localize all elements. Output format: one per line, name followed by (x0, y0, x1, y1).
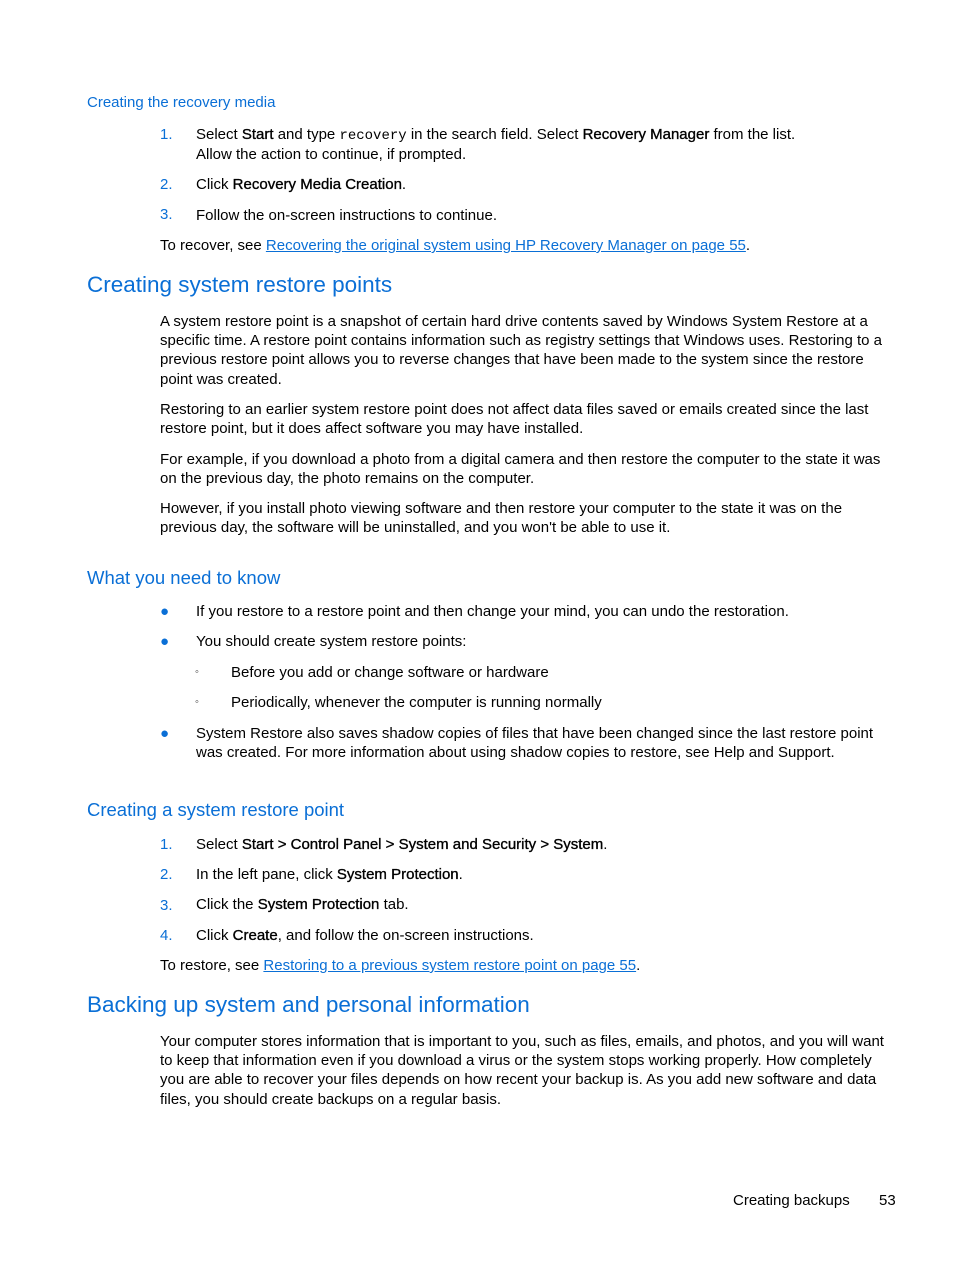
bullet-icon: ● (160, 603, 170, 620)
restoring-previous-point-link[interactable]: Restoring to a previous system restore point on page 55 (263, 957, 637, 974)
footer-chapter: Creating backups (733, 1192, 850, 1209)
step-text-part: . (458, 866, 463, 883)
step-text-part: in the search field. Select (406, 126, 583, 143)
page-number: 53 (879, 1192, 896, 1209)
restore-reference (160, 956, 640, 975)
step-number: 4. (160, 927, 173, 944)
sub-bullet-text: Periodically, whenever the computer is running normally (231, 694, 602, 711)
step-number: 2. (160, 866, 173, 883)
step-number: 2. (160, 176, 173, 193)
subsection-heading-need-to-know: What you need to know (87, 567, 281, 588)
paragraph: However, if you install photo viewing software and then restore your computer to the state it was on the previous day, the software will be uninstalled, and you won't be able to use it. (160, 500, 843, 537)
ui-term: Create (232, 927, 278, 944)
ui-term: System Protection (257, 896, 380, 913)
subsection-heading-create-point: Creating a system restore point (87, 799, 345, 820)
reference-suffix: . (636, 957, 641, 974)
ui-term: Recovery Media Creation (232, 176, 402, 193)
reference-prefix: To restore, see (160, 957, 264, 974)
step-text-continued: Allow the action to continue, if prompted. (196, 146, 467, 163)
step-text (196, 175, 406, 194)
step-text (196, 895, 409, 914)
ui-term: System Protection (336, 866, 459, 883)
step-number: 1. (160, 126, 173, 143)
step-text-part: tab. (379, 896, 409, 913)
step-text-part: Click the (196, 896, 258, 913)
step-text (196, 865, 463, 884)
sub-bullet-icon: ◦ (195, 696, 199, 708)
paragraph: A system restore point is a snapshot of certain hard drive contents saved by Windows System Restore at a specific time. A restore point contains information such as registry settings that Windows uses. Restoring to a previous restore point allows you to reverse changes that have been made to the system since the restore point was created. (160, 313, 882, 388)
recovering-original-system-link[interactable]: Recovering the original system using HP Recovery Manager on page 55 (265, 237, 746, 254)
step-text-part: Select (196, 126, 242, 143)
step-text-part: Select (196, 836, 242, 853)
ui-term: Start > Control Panel > System and Security > System (241, 836, 604, 853)
step-text-part: . (603, 836, 608, 853)
step-text-part: from the list. (709, 126, 796, 143)
step-text-part: Click (196, 176, 233, 193)
subsection-heading-recovery-media: Creating the recovery media (87, 94, 276, 111)
bullet-icon: ● (160, 633, 170, 650)
sub-bullet-text: Before you add or change software or hardware (231, 664, 549, 681)
section-heading-restore-points: Creating system restore points (87, 272, 393, 297)
step-number: 3. (160, 897, 173, 914)
step-text (196, 926, 534, 945)
reference-suffix: . (745, 237, 751, 254)
ui-term: Recovery Manager (582, 126, 710, 143)
bullet-text: System Restore also saves shadow copies of files that have been changed since the last restore point was created. For more information about using shadow copies to restore, see Help and Support. (196, 725, 874, 762)
step-text-part: and type (273, 126, 340, 143)
bullet-icon: ● (160, 725, 170, 742)
paragraph: For example, if you download a photo from a digital camera and then restore the computer to the state it was on the previous day, the photo remains on the computer. (160, 451, 881, 488)
step-text-part: . (401, 176, 407, 193)
paragraph: Your computer stores information that is important to you, such as files, emails, and photos, and you will want to keep that information even if you download a virus or the system stops working properly. How completely you are able to recover your files depends on how recent your backup is. As you add new software and data files, you should create backups on a regular basis. (160, 1033, 884, 1108)
reference-prefix: To recover, see (160, 237, 266, 254)
paragraph: Restoring to an earlier system restore point does not affect data files saved or emails created since the last restore point, but it does affect software you may have installed. (160, 401, 869, 438)
step-text: Follow the on-screen instructions to continue. (196, 207, 497, 224)
code-term: recovery (339, 128, 407, 144)
step-number: 3. (160, 206, 173, 223)
section-heading-backing-up: Backing up system and personal information (87, 992, 530, 1017)
sub-bullet-icon: ◦ (195, 666, 199, 678)
step-number: 1. (160, 836, 173, 853)
recover-reference (160, 236, 750, 255)
ui-term: Start (241, 126, 274, 143)
step-text (196, 835, 607, 854)
bullet-text: You should create system restore points: (196, 633, 467, 650)
step-text-part: , and follow the on-screen instructions. (277, 927, 534, 944)
step-text (196, 125, 896, 146)
bullet-text: If you restore to a restore point and then change your mind, you can undo the restoration. (196, 603, 789, 620)
step-text-part: In the left pane, click (196, 866, 337, 883)
step-text-part: Click (196, 927, 233, 944)
